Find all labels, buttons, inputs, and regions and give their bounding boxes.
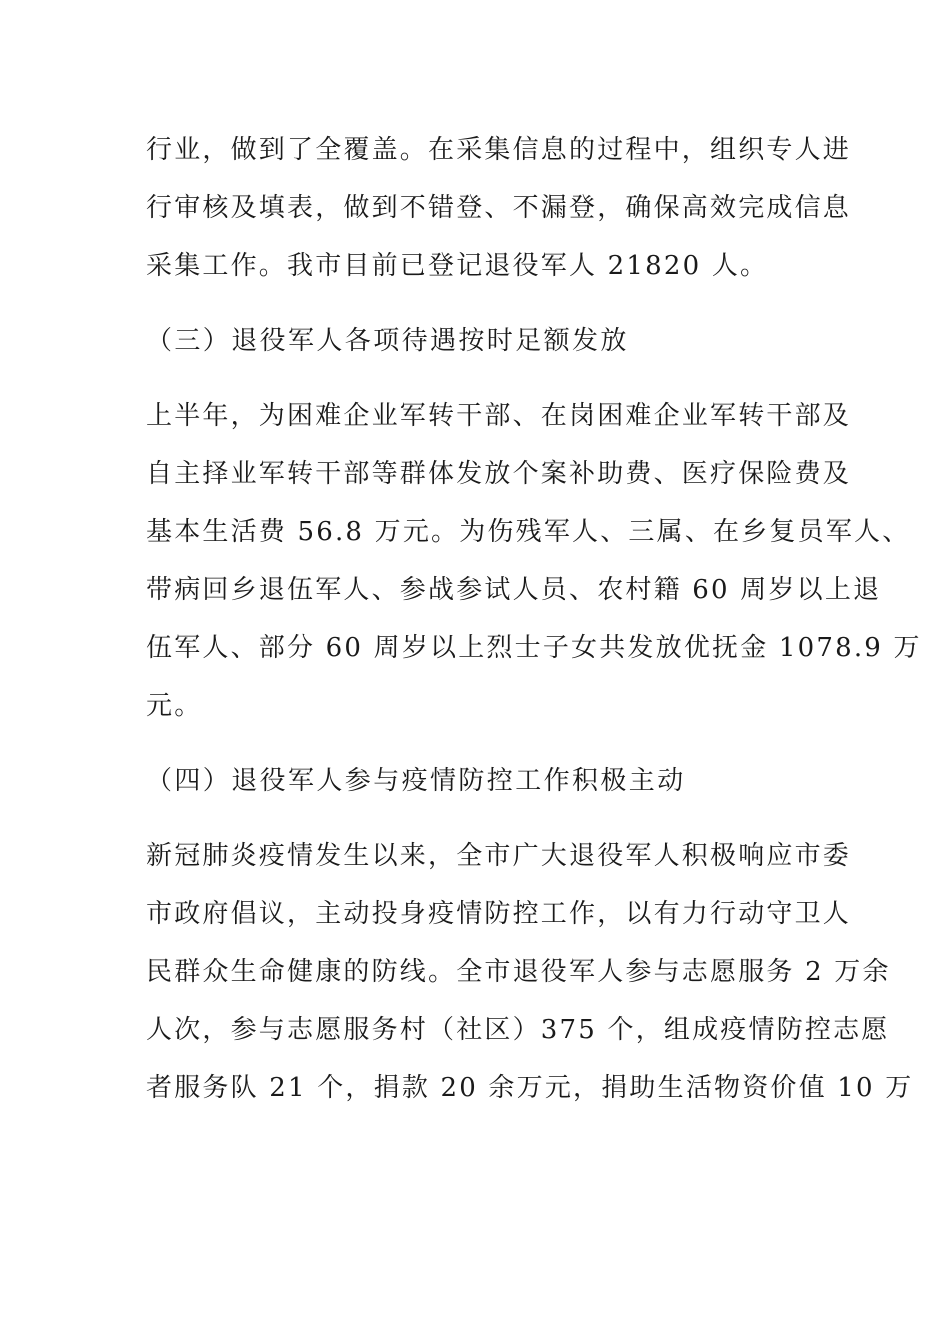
section-heading: （三）退役军人各项待遇按时足额发放: [146, 326, 629, 356]
section-heading: （四）退役军人参与疫情防控工作积极主动: [146, 766, 686, 796]
body-text-line: 民群众生命健康的防线。全市退役军人参与志愿服务 2 万余: [146, 957, 891, 987]
body-text-line: 带病回乡退伍军人、参战参试人员、农村籍 60 周岁以上退: [146, 575, 882, 605]
body-text-line: 自主择业军转干部等群体发放个案补助费、医疗保险费及: [146, 459, 852, 489]
body-text-line: 上半年，为困难企业军转干部、在岗困难企业军转干部及: [146, 401, 852, 431]
body-text-line: 采集工作。我市目前已登记退役军人 21820 人。: [146, 251, 769, 281]
body-text-line: 元。: [146, 691, 203, 721]
body-text-line: 行业，做到了全覆盖。在采集信息的过程中，组织专人进: [146, 135, 852, 165]
body-text-line: 行审核及填表，做到不错登、不漏登，确保高效完成信息: [146, 193, 852, 223]
body-text-line: 市政府倡议，主动投身疫情防控工作，以有力行动守卫人: [146, 899, 852, 929]
body-text-line: 人次，参与志愿服务村（社区）375 个，组成疫情防控志愿: [146, 1015, 890, 1045]
body-text-line: 伍军人、部分 60 周岁以上烈士子女共发放优抚金 1078.9 万: [146, 633, 922, 663]
body-text-line: 新冠肺炎疫情发生以来，全市广大退役军人积极响应市委: [146, 841, 852, 871]
body-text-line: 者服务队 21 个，捐款 20 余万元，捐助生活物资价值 10 万: [146, 1073, 914, 1103]
body-text-line: 基本生活费 56.8 万元。为伤残军人、三属、在乡复员军人、: [146, 517, 911, 547]
